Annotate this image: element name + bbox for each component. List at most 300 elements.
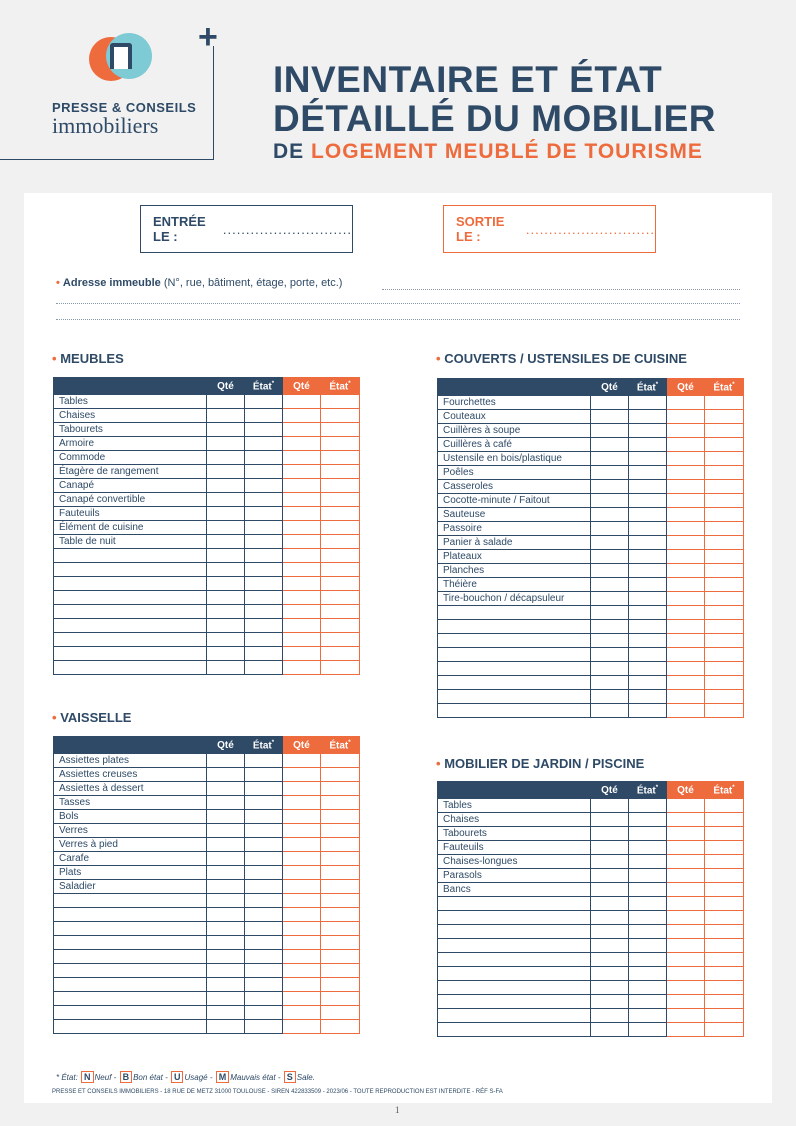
etat-exit-cell[interactable] (705, 704, 744, 718)
etat-exit-cell[interactable] (321, 479, 360, 493)
qte-entry-cell[interactable] (207, 754, 245, 768)
etat-exit-cell[interactable] (705, 480, 744, 494)
qte-exit-cell[interactable] (667, 939, 705, 953)
etat-exit-cell[interactable] (321, 395, 360, 409)
etat-exit-cell[interactable] (321, 992, 360, 1006)
qte-exit-cell[interactable] (667, 911, 705, 925)
qte-exit-cell[interactable] (667, 634, 705, 648)
etat-entry-cell[interactable] (245, 908, 283, 922)
etat-entry-cell[interactable] (629, 1023, 667, 1037)
qte-exit-cell[interactable] (283, 563, 321, 577)
etat-exit-cell[interactable] (705, 995, 744, 1009)
etat-entry-cell[interactable] (245, 936, 283, 950)
qte-entry-cell[interactable] (207, 577, 245, 591)
qte-exit-cell[interactable] (283, 465, 321, 479)
etat-exit-cell[interactable] (705, 648, 744, 662)
qte-exit-cell[interactable] (667, 883, 705, 897)
etat-exit-cell[interactable] (705, 578, 744, 592)
qte-entry-cell[interactable] (207, 894, 245, 908)
etat-entry-cell[interactable] (629, 550, 667, 564)
etat-entry-cell[interactable] (629, 953, 667, 967)
qte-entry-cell[interactable] (591, 662, 629, 676)
etat-entry-cell[interactable] (245, 922, 283, 936)
qte-exit-cell[interactable] (667, 522, 705, 536)
qte-exit-cell[interactable] (283, 451, 321, 465)
address-line-1[interactable] (382, 289, 740, 290)
qte-exit-cell[interactable] (283, 894, 321, 908)
etat-entry-cell[interactable] (629, 690, 667, 704)
etat-exit-cell[interactable] (705, 953, 744, 967)
qte-exit-cell[interactable] (667, 564, 705, 578)
etat-exit-cell[interactable] (321, 796, 360, 810)
etat-exit-cell[interactable] (705, 1009, 744, 1023)
qte-exit-cell[interactable] (667, 1009, 705, 1023)
etat-exit-cell[interactable] (705, 410, 744, 424)
qte-entry-cell[interactable] (207, 992, 245, 1006)
qte-exit-cell[interactable] (283, 633, 321, 647)
qte-exit-cell[interactable] (667, 676, 705, 690)
qte-exit-cell[interactable] (283, 647, 321, 661)
etat-entry-cell[interactable] (629, 410, 667, 424)
etat-entry-cell[interactable] (629, 466, 667, 480)
etat-entry-cell[interactable] (629, 911, 667, 925)
etat-exit-cell[interactable] (321, 451, 360, 465)
qte-exit-cell[interactable] (283, 936, 321, 950)
etat-exit-cell[interactable] (705, 592, 744, 606)
etat-entry-cell[interactable] (245, 423, 283, 437)
qte-exit-cell[interactable] (283, 605, 321, 619)
etat-entry-cell[interactable] (629, 662, 667, 676)
qte-exit-cell[interactable] (283, 591, 321, 605)
qte-entry-cell[interactable] (207, 395, 245, 409)
qte-entry-cell[interactable] (591, 410, 629, 424)
etat-exit-cell[interactable] (321, 866, 360, 880)
etat-entry-cell[interactable] (245, 549, 283, 563)
etat-exit-cell[interactable] (705, 550, 744, 564)
qte-entry-cell[interactable] (591, 967, 629, 981)
qte-exit-cell[interactable] (667, 981, 705, 995)
qte-exit-cell[interactable] (667, 438, 705, 452)
etat-exit-cell[interactable] (705, 841, 744, 855)
etat-entry-cell[interactable] (245, 1020, 283, 1034)
etat-entry-cell[interactable] (245, 964, 283, 978)
qte-exit-cell[interactable] (283, 437, 321, 451)
qte-entry-cell[interactable] (591, 799, 629, 813)
etat-exit-cell[interactable] (705, 620, 744, 634)
qte-entry-cell[interactable] (207, 978, 245, 992)
etat-exit-cell[interactable] (321, 1006, 360, 1020)
qte-entry-cell[interactable] (591, 855, 629, 869)
qte-exit-cell[interactable] (667, 648, 705, 662)
etat-exit-cell[interactable] (705, 662, 744, 676)
etat-entry-cell[interactable] (245, 577, 283, 591)
qte-exit-cell[interactable] (283, 810, 321, 824)
qte-exit-cell[interactable] (667, 620, 705, 634)
etat-exit-cell[interactable] (321, 507, 360, 521)
etat-exit-cell[interactable] (321, 423, 360, 437)
etat-entry-cell[interactable] (629, 592, 667, 606)
etat-exit-cell[interactable] (321, 768, 360, 782)
qte-exit-cell[interactable] (283, 866, 321, 880)
etat-entry-cell[interactable] (245, 409, 283, 423)
etat-exit-cell[interactable] (705, 522, 744, 536)
etat-exit-cell[interactable] (321, 521, 360, 535)
etat-entry-cell[interactable] (629, 939, 667, 953)
qte-entry-cell[interactable] (591, 508, 629, 522)
etat-exit-cell[interactable] (321, 824, 360, 838)
qte-exit-cell[interactable] (283, 661, 321, 675)
etat-exit-cell[interactable] (321, 549, 360, 563)
qte-exit-cell[interactable] (283, 1020, 321, 1034)
etat-exit-cell[interactable] (705, 967, 744, 981)
qte-entry-cell[interactable] (207, 619, 245, 633)
etat-exit-cell[interactable] (705, 424, 744, 438)
qte-entry-cell[interactable] (591, 620, 629, 634)
qte-exit-cell[interactable] (667, 536, 705, 550)
etat-entry-cell[interactable] (245, 605, 283, 619)
etat-exit-cell[interactable] (321, 493, 360, 507)
qte-entry-cell[interactable] (591, 813, 629, 827)
qte-entry-cell[interactable] (207, 838, 245, 852)
qte-exit-cell[interactable] (667, 1023, 705, 1037)
qte-entry-cell[interactable] (207, 1006, 245, 1020)
etat-exit-cell[interactable] (321, 535, 360, 549)
qte-entry-cell[interactable] (591, 522, 629, 536)
qte-entry-cell[interactable] (207, 950, 245, 964)
qte-exit-cell[interactable] (283, 978, 321, 992)
etat-entry-cell[interactable] (629, 494, 667, 508)
etat-entry-cell[interactable] (245, 395, 283, 409)
qte-entry-cell[interactable] (591, 438, 629, 452)
etat-entry-cell[interactable] (245, 661, 283, 675)
etat-entry-cell[interactable] (245, 824, 283, 838)
qte-entry-cell[interactable] (207, 810, 245, 824)
qte-entry-cell[interactable] (207, 479, 245, 493)
qte-exit-cell[interactable] (667, 494, 705, 508)
qte-entry-cell[interactable] (207, 451, 245, 465)
qte-entry-cell[interactable] (207, 908, 245, 922)
etat-exit-cell[interactable] (321, 647, 360, 661)
qte-exit-cell[interactable] (283, 423, 321, 437)
address-line-2[interactable] (56, 303, 740, 304)
qte-exit-cell[interactable] (667, 841, 705, 855)
etat-exit-cell[interactable] (705, 981, 744, 995)
qte-entry-cell[interactable] (591, 480, 629, 494)
qte-entry-cell[interactable] (591, 925, 629, 939)
etat-exit-cell[interactable] (705, 396, 744, 410)
qte-entry-cell[interactable] (591, 981, 629, 995)
etat-entry-cell[interactable] (629, 424, 667, 438)
qte-exit-cell[interactable] (667, 967, 705, 981)
etat-exit-cell[interactable] (705, 813, 744, 827)
etat-entry-cell[interactable] (629, 536, 667, 550)
etat-entry-cell[interactable] (245, 880, 283, 894)
qte-entry-cell[interactable] (591, 911, 629, 925)
qte-entry-cell[interactable] (591, 869, 629, 883)
qte-entry-cell[interactable] (207, 563, 245, 577)
etat-entry-cell[interactable] (245, 633, 283, 647)
etat-entry-cell[interactable] (629, 967, 667, 981)
qte-entry-cell[interactable] (207, 493, 245, 507)
etat-exit-cell[interactable] (321, 936, 360, 950)
qte-exit-cell[interactable] (283, 493, 321, 507)
qte-entry-cell[interactable] (591, 704, 629, 718)
qte-entry-cell[interactable] (207, 922, 245, 936)
etat-exit-cell[interactable] (705, 536, 744, 550)
qte-entry-cell[interactable] (207, 661, 245, 675)
qte-entry-cell[interactable] (207, 507, 245, 521)
qte-entry-cell[interactable] (207, 605, 245, 619)
qte-entry-cell[interactable] (207, 866, 245, 880)
qte-exit-cell[interactable] (667, 396, 705, 410)
etat-entry-cell[interactable] (629, 522, 667, 536)
etat-exit-cell[interactable] (705, 925, 744, 939)
etat-exit-cell[interactable] (321, 754, 360, 768)
qte-entry-cell[interactable] (591, 897, 629, 911)
etat-exit-cell[interactable] (705, 494, 744, 508)
etat-entry-cell[interactable] (629, 634, 667, 648)
qte-exit-cell[interactable] (283, 1006, 321, 1020)
etat-exit-cell[interactable] (321, 409, 360, 423)
etat-exit-cell[interactable] (321, 1020, 360, 1034)
qte-entry-cell[interactable] (591, 953, 629, 967)
etat-exit-cell[interactable] (321, 978, 360, 992)
etat-entry-cell[interactable] (629, 855, 667, 869)
etat-exit-cell[interactable] (321, 563, 360, 577)
qte-entry-cell[interactable] (207, 768, 245, 782)
qte-exit-cell[interactable] (283, 549, 321, 563)
etat-entry-cell[interactable] (245, 852, 283, 866)
etat-entry-cell[interactable] (245, 796, 283, 810)
etat-exit-cell[interactable] (321, 922, 360, 936)
etat-exit-cell[interactable] (321, 894, 360, 908)
qte-exit-cell[interactable] (283, 950, 321, 964)
qte-exit-cell[interactable] (667, 424, 705, 438)
qte-exit-cell[interactable] (667, 480, 705, 494)
qte-exit-cell[interactable] (283, 992, 321, 1006)
etat-entry-cell[interactable] (245, 563, 283, 577)
qte-exit-cell[interactable] (283, 395, 321, 409)
etat-exit-cell[interactable] (705, 676, 744, 690)
etat-entry-cell[interactable] (245, 1006, 283, 1020)
qte-entry-cell[interactable] (591, 564, 629, 578)
qte-entry-cell[interactable] (207, 549, 245, 563)
etat-exit-cell[interactable] (321, 605, 360, 619)
qte-entry-cell[interactable] (207, 824, 245, 838)
etat-exit-cell[interactable] (321, 880, 360, 894)
etat-exit-cell[interactable] (321, 661, 360, 675)
qte-exit-cell[interactable] (283, 479, 321, 493)
qte-entry-cell[interactable] (207, 633, 245, 647)
etat-entry-cell[interactable] (629, 676, 667, 690)
etat-entry-cell[interactable] (629, 799, 667, 813)
qte-exit-cell[interactable] (283, 908, 321, 922)
etat-exit-cell[interactable] (321, 964, 360, 978)
qte-exit-cell[interactable] (667, 813, 705, 827)
qte-exit-cell[interactable] (667, 897, 705, 911)
qte-exit-cell[interactable] (283, 768, 321, 782)
etat-exit-cell[interactable] (705, 855, 744, 869)
etat-entry-cell[interactable] (629, 704, 667, 718)
address-line-3[interactable] (56, 319, 740, 320)
qte-exit-cell[interactable] (667, 690, 705, 704)
qte-exit-cell[interactable] (283, 782, 321, 796)
etat-entry-cell[interactable] (629, 606, 667, 620)
qte-entry-cell[interactable] (207, 1020, 245, 1034)
qte-exit-cell[interactable] (283, 577, 321, 591)
qte-entry-cell[interactable] (591, 494, 629, 508)
qte-entry-cell[interactable] (591, 676, 629, 690)
etat-exit-cell[interactable] (705, 508, 744, 522)
qte-exit-cell[interactable] (283, 852, 321, 866)
qte-entry-cell[interactable] (591, 1009, 629, 1023)
etat-entry-cell[interactable] (245, 647, 283, 661)
etat-entry-cell[interactable] (629, 925, 667, 939)
etat-entry-cell[interactable] (629, 648, 667, 662)
qte-exit-cell[interactable] (667, 508, 705, 522)
etat-entry-cell[interactable] (245, 768, 283, 782)
etat-entry-cell[interactable] (245, 978, 283, 992)
qte-exit-cell[interactable] (283, 964, 321, 978)
etat-entry-cell[interactable] (245, 866, 283, 880)
qte-exit-cell[interactable] (283, 880, 321, 894)
etat-entry-cell[interactable] (245, 521, 283, 535)
qte-entry-cell[interactable] (591, 841, 629, 855)
qte-exit-cell[interactable] (667, 452, 705, 466)
qte-exit-cell[interactable] (283, 824, 321, 838)
etat-exit-cell[interactable] (321, 577, 360, 591)
etat-entry-cell[interactable] (245, 451, 283, 465)
etat-entry-cell[interactable] (629, 564, 667, 578)
etat-exit-cell[interactable] (321, 591, 360, 605)
qte-entry-cell[interactable] (591, 452, 629, 466)
etat-entry-cell[interactable] (245, 950, 283, 964)
etat-entry-cell[interactable] (245, 507, 283, 521)
etat-exit-cell[interactable] (705, 869, 744, 883)
qte-exit-cell[interactable] (283, 838, 321, 852)
qte-exit-cell[interactable] (283, 507, 321, 521)
qte-entry-cell[interactable] (207, 465, 245, 479)
qte-exit-cell[interactable] (667, 410, 705, 424)
etat-exit-cell[interactable] (321, 950, 360, 964)
qte-entry-cell[interactable] (207, 880, 245, 894)
etat-entry-cell[interactable] (629, 508, 667, 522)
qte-entry-cell[interactable] (207, 535, 245, 549)
etat-entry-cell[interactable] (245, 465, 283, 479)
qte-entry-cell[interactable] (591, 1023, 629, 1037)
etat-exit-cell[interactable] (705, 438, 744, 452)
etat-exit-cell[interactable] (705, 799, 744, 813)
etat-entry-cell[interactable] (245, 479, 283, 493)
qte-entry-cell[interactable] (207, 964, 245, 978)
qte-exit-cell[interactable] (667, 827, 705, 841)
qte-exit-cell[interactable] (667, 704, 705, 718)
qte-entry-cell[interactable] (207, 852, 245, 866)
qte-entry-cell[interactable] (591, 995, 629, 1009)
etat-exit-cell[interactable] (705, 452, 744, 466)
etat-entry-cell[interactable] (629, 827, 667, 841)
etat-entry-cell[interactable] (629, 897, 667, 911)
etat-exit-cell[interactable] (321, 437, 360, 451)
qte-exit-cell[interactable] (667, 550, 705, 564)
etat-entry-cell[interactable] (629, 438, 667, 452)
qte-exit-cell[interactable] (667, 855, 705, 869)
qte-entry-cell[interactable] (591, 424, 629, 438)
qte-entry-cell[interactable] (591, 592, 629, 606)
qte-entry-cell[interactable] (207, 647, 245, 661)
qte-entry-cell[interactable] (591, 648, 629, 662)
etat-exit-cell[interactable] (321, 465, 360, 479)
qte-entry-cell[interactable] (591, 634, 629, 648)
qte-exit-cell[interactable] (283, 754, 321, 768)
qte-exit-cell[interactable] (667, 592, 705, 606)
qte-exit-cell[interactable] (283, 409, 321, 423)
qte-entry-cell[interactable] (591, 396, 629, 410)
etat-exit-cell[interactable] (705, 690, 744, 704)
qte-entry-cell[interactable] (591, 939, 629, 953)
etat-entry-cell[interactable] (245, 782, 283, 796)
qte-entry-cell[interactable] (207, 782, 245, 796)
etat-entry-cell[interactable] (245, 754, 283, 768)
qte-entry-cell[interactable] (207, 591, 245, 605)
etat-exit-cell[interactable] (705, 827, 744, 841)
etat-entry-cell[interactable] (245, 591, 283, 605)
qte-entry-cell[interactable] (591, 883, 629, 897)
etat-entry-cell[interactable] (629, 813, 667, 827)
etat-entry-cell[interactable] (629, 883, 667, 897)
etat-entry-cell[interactable] (245, 810, 283, 824)
etat-exit-cell[interactable] (321, 633, 360, 647)
qte-exit-cell[interactable] (667, 869, 705, 883)
etat-exit-cell[interactable] (321, 838, 360, 852)
qte-entry-cell[interactable] (207, 409, 245, 423)
qte-exit-cell[interactable] (667, 662, 705, 676)
qte-entry-cell[interactable] (591, 606, 629, 620)
etat-exit-cell[interactable] (321, 619, 360, 633)
qte-entry-cell[interactable] (591, 536, 629, 550)
etat-entry-cell[interactable] (629, 452, 667, 466)
qte-entry-cell[interactable] (591, 690, 629, 704)
qte-exit-cell[interactable] (283, 619, 321, 633)
qte-exit-cell[interactable] (283, 521, 321, 535)
etat-exit-cell[interactable] (705, 634, 744, 648)
qte-entry-cell[interactable] (591, 550, 629, 564)
etat-exit-cell[interactable] (705, 564, 744, 578)
qte-entry-cell[interactable] (207, 521, 245, 535)
qte-exit-cell[interactable] (667, 606, 705, 620)
etat-entry-cell[interactable] (629, 869, 667, 883)
entry-date-field[interactable] (140, 205, 353, 253)
etat-entry-cell[interactable] (245, 619, 283, 633)
qte-exit-cell[interactable] (283, 922, 321, 936)
etat-entry-cell[interactable] (245, 437, 283, 451)
qte-exit-cell[interactable] (667, 995, 705, 1009)
etat-exit-cell[interactable] (321, 810, 360, 824)
etat-entry-cell[interactable] (245, 493, 283, 507)
etat-exit-cell[interactable] (321, 908, 360, 922)
etat-entry-cell[interactable] (245, 894, 283, 908)
etat-entry-cell[interactable] (245, 992, 283, 1006)
etat-entry-cell[interactable] (629, 1009, 667, 1023)
qte-entry-cell[interactable] (591, 578, 629, 592)
qte-exit-cell[interactable] (667, 578, 705, 592)
qte-exit-cell[interactable] (283, 535, 321, 549)
qte-exit-cell[interactable] (667, 799, 705, 813)
etat-entry-cell[interactable] (629, 578, 667, 592)
etat-exit-cell[interactable] (705, 1023, 744, 1037)
etat-exit-cell[interactable] (705, 911, 744, 925)
etat-entry-cell[interactable] (245, 838, 283, 852)
